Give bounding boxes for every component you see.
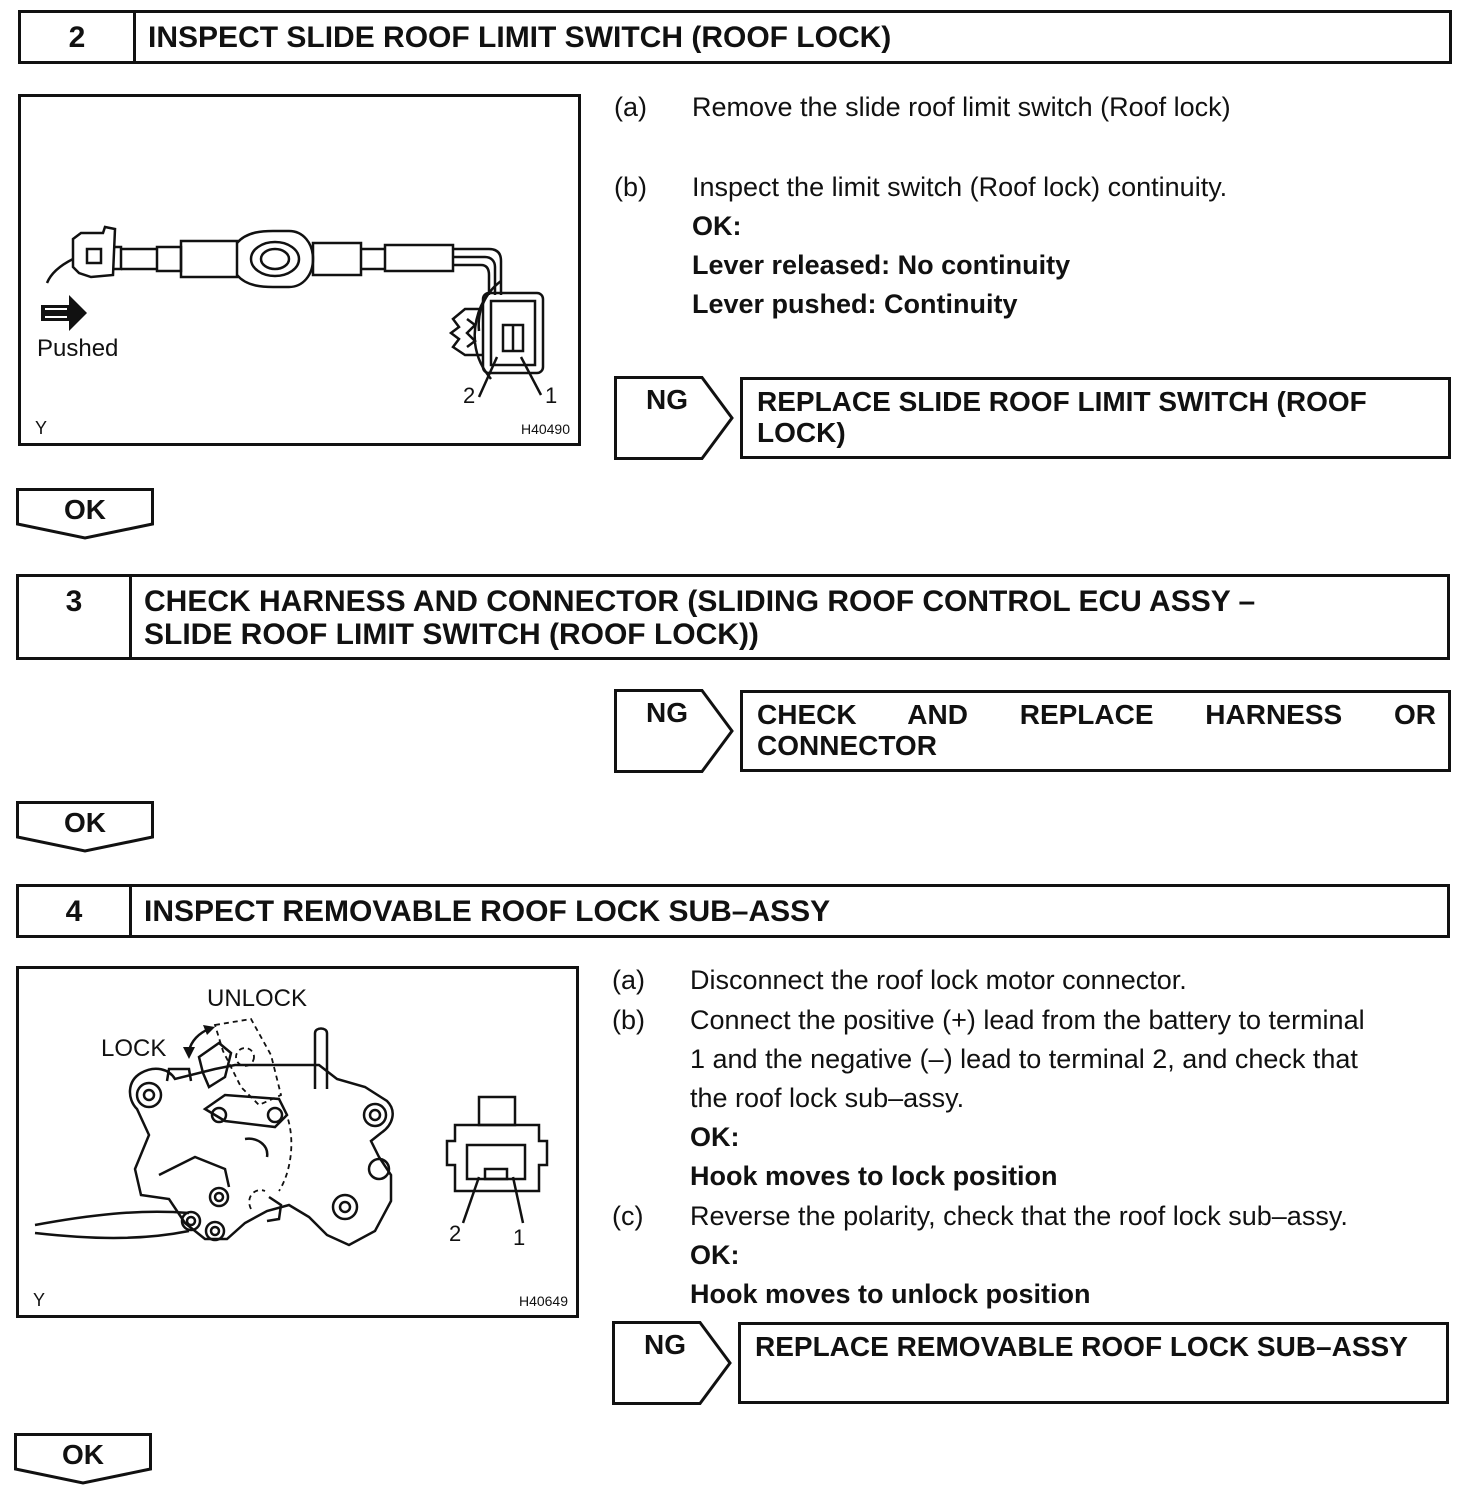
- terminal-1-label: 1: [545, 383, 558, 408]
- spec-lock-position: Hook moves to lock position: [690, 1161, 1058, 1191]
- step-number: 3: [19, 577, 132, 657]
- figure-id: H40490: [520, 421, 570, 437]
- ok-button[interactable]: [16, 488, 154, 540]
- step-2-header: [18, 10, 1452, 64]
- ok-criteria-label: OK:: [692, 211, 742, 241]
- ng-action-box: REPLACE REMOVABLE ROOF LOCK SUB–ASSY: [738, 1322, 1449, 1404]
- item-text-line-2: 1 and the negative (–) lead to terminal 2, and check that: [690, 1044, 1358, 1074]
- figure-limit-switch: [18, 94, 581, 446]
- figure-corner-letter: Y: [35, 418, 48, 438]
- step-4-header: [16, 884, 1450, 938]
- ok-button[interactable]: [14, 1433, 152, 1485]
- step-number: 4: [19, 887, 132, 935]
- lock-label: LOCK: [101, 1035, 167, 1062]
- figure-corner-letter: Y: [33, 1290, 46, 1310]
- spec-unlock-position: Hook moves to unlock position: [690, 1279, 1091, 1309]
- item-label: (a): [612, 965, 645, 995]
- step-title-line-2: SLIDE ROOF LIMIT SWITCH (ROOF LOCK)): [144, 618, 759, 651]
- item-label: (a): [614, 92, 647, 122]
- limit-switch-illustration: [21, 97, 578, 443]
- ng-action-box: CHECK AND REPLACE HARNESS OR CONNECTOR: [740, 690, 1451, 772]
- step-title: INSPECT REMOVABLE ROOF LOCK SUB–ASSY: [144, 895, 831, 928]
- item-text: Inspect the limit switch (Roof lock) continuity.: [692, 172, 1228, 202]
- ng-label: NG: [646, 384, 688, 415]
- spec-lever-released: Lever released: No continuity: [692, 250, 1071, 280]
- ok-label: OK: [64, 494, 106, 525]
- unlock-label: UNLOCK: [207, 985, 308, 1012]
- terminal-2-label: 2: [449, 1221, 462, 1246]
- ng-tag: [612, 1321, 732, 1405]
- ng-action-box: REPLACE SLIDE ROOF LIMIT SWITCH (ROOF LOCK): [740, 377, 1451, 459]
- spec-lever-pushed: Lever pushed: Continuity: [692, 289, 1018, 319]
- item-text: Disconnect the roof lock motor connector.: [690, 965, 1187, 995]
- pushed-label: Pushed: [37, 335, 119, 362]
- ok-label: OK: [62, 1439, 104, 1470]
- item-text: Remove the slide roof limit switch (Roof lock): [692, 92, 1231, 122]
- ng-tag: [614, 376, 734, 460]
- ok-criteria-label: OK:: [690, 1240, 740, 1270]
- item-label: (c): [612, 1201, 644, 1231]
- figure-roof-lock: [16, 966, 579, 1318]
- ng-label: NG: [646, 697, 688, 728]
- ng-tag: [614, 689, 734, 773]
- step-2-item-a: [614, 88, 1454, 127]
- roof-lock-illustration: [19, 969, 576, 1315]
- terminal-1-label: 1: [513, 1225, 526, 1250]
- item-text: Reverse the polarity, check that the roof lock sub–assy.: [690, 1201, 1348, 1231]
- terminal-2-label: 2: [463, 383, 476, 408]
- step-number: 2: [21, 13, 136, 61]
- step-3-header: [16, 574, 1450, 660]
- step-title-line-1: CHECK HARNESS AND CONNECTOR (SLIDING ROOF CONTROL ECU ASSY –: [144, 585, 1256, 618]
- step-title: [132, 577, 1255, 657]
- figure-id: H40649: [518, 1293, 568, 1309]
- item-text-line-3: the roof lock sub–assy.: [690, 1083, 965, 1113]
- step-2-item-b: [614, 168, 1454, 324]
- item-text-line-1: Connect the positive (+) lead from the battery to terminal: [690, 1005, 1365, 1035]
- step-4-item-c: [612, 1197, 1454, 1314]
- ok-label: OK: [64, 807, 106, 838]
- step-4-item-a: [612, 961, 1454, 1000]
- step-4-item-b: [612, 1001, 1454, 1196]
- ok-criteria-label: OK:: [690, 1122, 740, 1152]
- ng-label: NG: [644, 1329, 686, 1360]
- item-label: (b): [614, 172, 647, 202]
- ok-button[interactable]: [16, 801, 154, 853]
- step-title: INSPECT SLIDE ROOF LIMIT SWITCH (ROOF LOCK): [148, 21, 892, 54]
- item-label: (b): [612, 1005, 645, 1035]
